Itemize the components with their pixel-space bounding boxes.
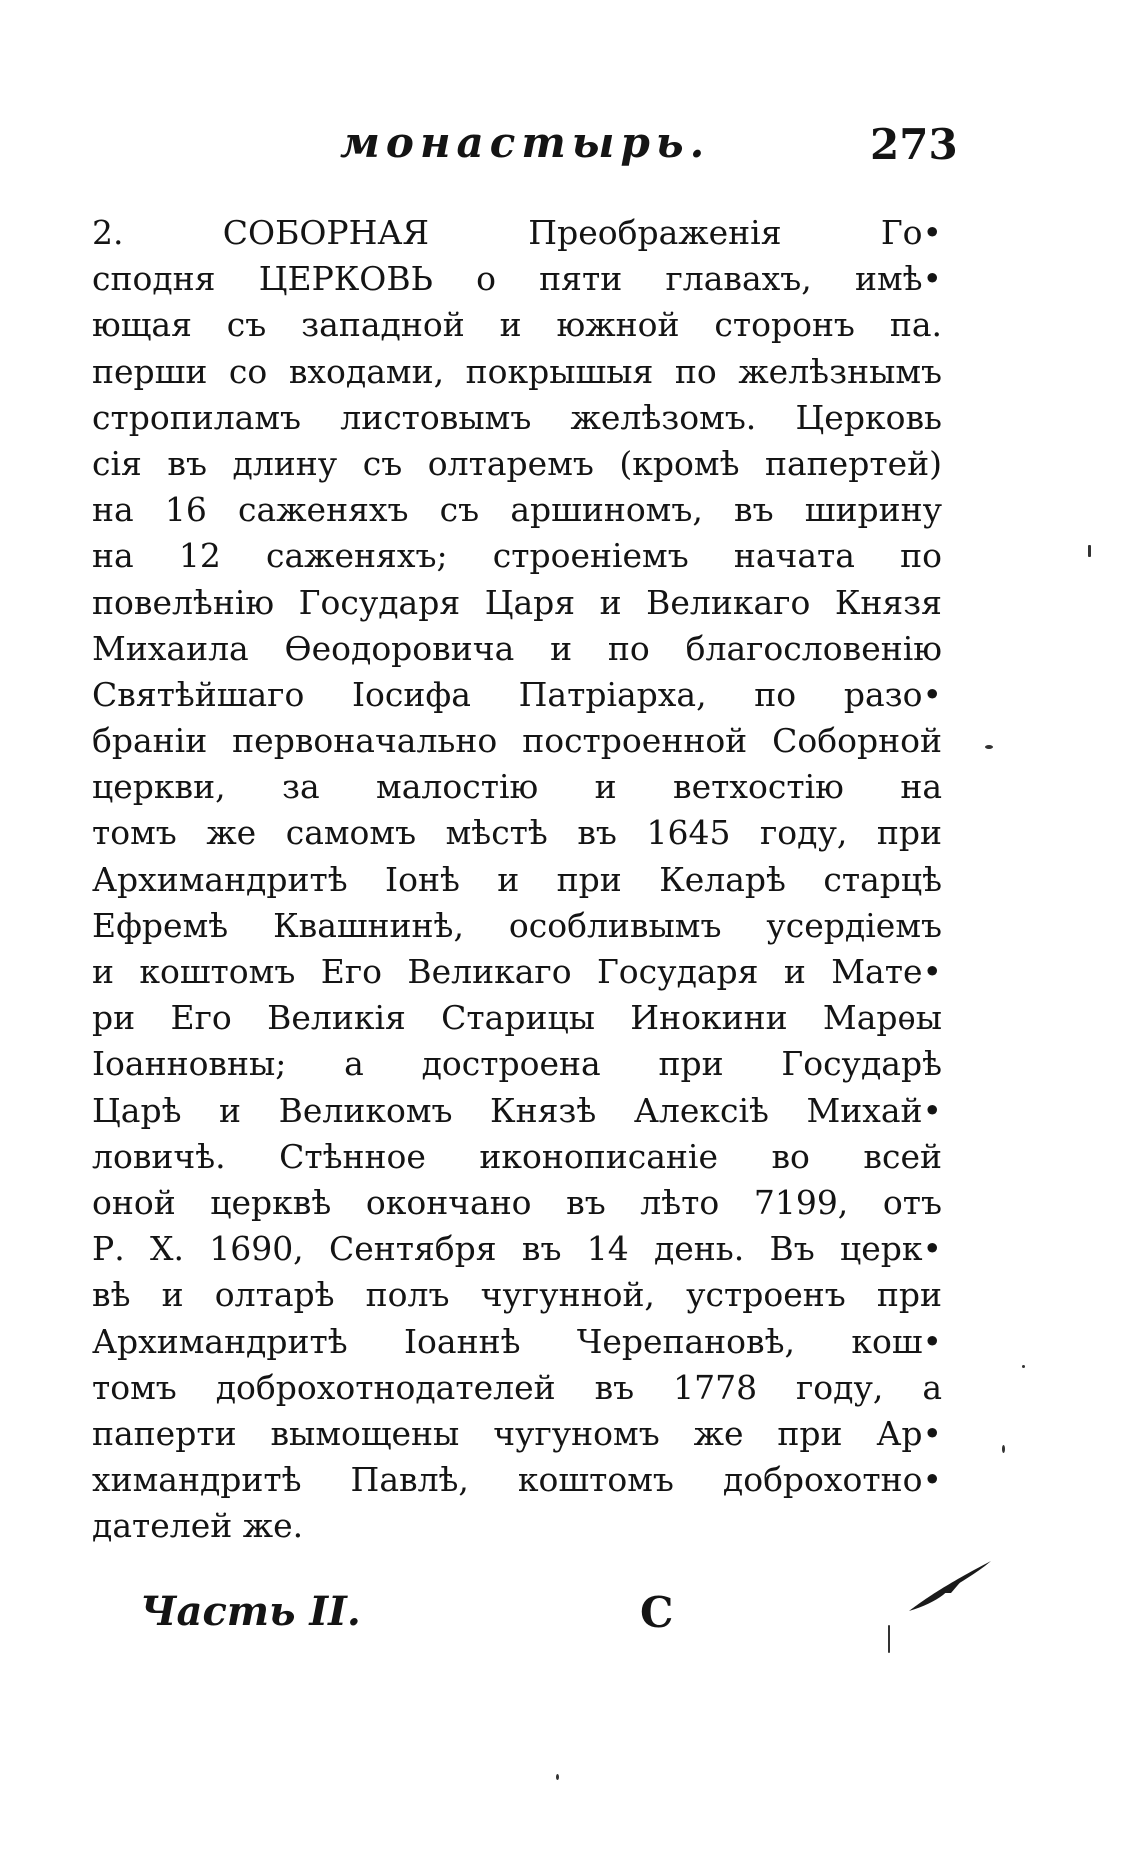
paper-speck xyxy=(556,1774,559,1780)
text-line: дателей же. xyxy=(92,1506,304,1546)
paper-speck xyxy=(985,745,993,749)
text-line: ловичѣ. Стѣнное иконописаніе во всей xyxy=(92,1136,942,1176)
text-line: перши со входами, покрышыя по желѣзнымъ xyxy=(92,351,942,391)
text-line: церкви, за малостію и ветхостію на xyxy=(92,767,942,807)
page-number: 273 xyxy=(870,120,958,169)
ink-blot-icon xyxy=(905,1555,995,1615)
text-line: сія въ длину съ олтаремъ (кромѣ папертей) xyxy=(92,443,942,483)
text-line: оной церквѣ окончано въ лѣто 7199, отъ xyxy=(92,1182,942,1222)
text-line: стропиламъ листовымъ желѣзомъ. Церковь xyxy=(92,397,942,437)
paper-speck xyxy=(1022,1365,1025,1368)
text-line: браніи первоначально построенной Соборной xyxy=(92,721,942,761)
paper-speck xyxy=(888,1625,890,1653)
text-line: Святѣйшаго Іосифа Патріарха, по разо• xyxy=(92,674,942,714)
paper-speck xyxy=(1002,1445,1005,1453)
text-line: вѣ и олтарѣ полъ чугунной, устроенъ при xyxy=(92,1275,942,1315)
text-line: Ефремѣ Квашнинѣ, особливымъ усердіемъ xyxy=(92,905,942,945)
text-line: Архимандритѣ Іоаннѣ Черепановѣ, кош• xyxy=(92,1321,942,1361)
text-line: паперти вымощены чугуномъ же при Ар• xyxy=(92,1413,942,1453)
text-line: Іоанновны; а достроена при Государѣ xyxy=(92,1044,942,1084)
text-line: химандритѣ Павлѣ, коштомъ доброхотно• xyxy=(92,1460,942,1500)
running-head: монастырь. xyxy=(340,118,711,167)
text-line: томъ доброхотнодателей въ 1778 году, а xyxy=(92,1367,942,1407)
text-line: ющая съ западной и южной сторонъ па. xyxy=(92,305,942,345)
signature-mark: Часть II. xyxy=(140,1588,361,1635)
text-line: на 12 саженяхъ; строеніемъ начата по xyxy=(92,536,942,576)
text-line: ри Его Великія Старицы Инокини Марѳы xyxy=(92,998,942,1038)
text-line: и коштомъ Его Великаго Государя и Мате• xyxy=(92,952,942,991)
text-line: сподня ЦЕРКОВЬ о пяти главахъ, имѣ• xyxy=(92,259,942,299)
text-line: 2. СОБОРНАЯ Преображенія Го• xyxy=(92,213,942,252)
text-line: Царѣ и Великомъ Князѣ Алексіѣ Михай• xyxy=(92,1090,942,1130)
body-text xyxy=(92,210,942,1549)
text-line: повелѣнію Государя Царя и Великаго Князя xyxy=(92,582,942,622)
text-line: Архимандритѣ Іонѣ и при Келарѣ старцѣ xyxy=(92,859,942,899)
paper-speck xyxy=(1088,545,1091,557)
text-line: томъ же самомъ мѣстѣ въ 1645 году, при xyxy=(92,813,942,853)
gathering-mark: C xyxy=(640,1588,674,1637)
text-line: на 16 саженяхъ съ аршиномъ, въ ширину xyxy=(92,490,942,530)
text-line: Р. Х. 1690, Сентября въ 14 день. Въ церк• xyxy=(92,1229,942,1269)
text-line: Михаила Ѳеодоровича и по благословенію xyxy=(92,628,942,668)
